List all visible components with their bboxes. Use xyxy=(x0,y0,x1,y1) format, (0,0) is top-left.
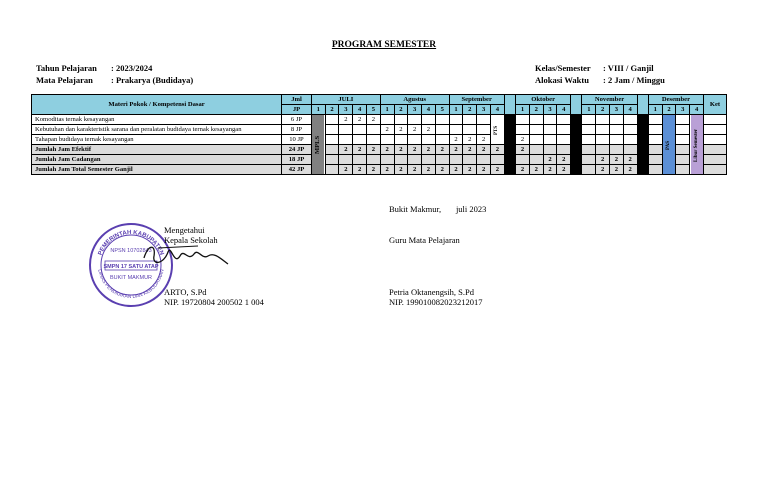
week-cell xyxy=(325,115,339,125)
week-cell: 2 xyxy=(339,165,353,175)
week-cell xyxy=(582,165,596,175)
mapel-label: Mata Pelajaran xyxy=(36,75,93,85)
week-november-3: 3 xyxy=(610,105,624,115)
kepala-sekolah-block xyxy=(164,287,264,307)
week-cell: 2 xyxy=(366,165,380,175)
week-cell xyxy=(435,155,449,165)
week-cell xyxy=(676,145,690,155)
week-cell xyxy=(516,125,530,135)
week-september-2: 2 xyxy=(463,105,477,115)
week-cell xyxy=(582,155,596,165)
kelas-value: : VIII / Ganjil xyxy=(603,63,654,73)
week-cell: 2 xyxy=(353,165,367,175)
week-cell xyxy=(648,135,662,145)
week-desember-1: 1 xyxy=(648,105,662,115)
week-cell xyxy=(408,155,422,165)
week-cell xyxy=(380,115,394,125)
week-cell: 2 xyxy=(623,165,637,175)
header-month-agustus: Agustus xyxy=(380,95,449,105)
week-cell xyxy=(529,155,543,165)
week-cell xyxy=(449,155,463,165)
page-title: PROGRAM SEMESTER xyxy=(331,40,437,50)
week-cell xyxy=(394,155,408,165)
week-agustus-2: 2 xyxy=(394,105,408,115)
week-cell xyxy=(325,155,339,165)
separator-cell xyxy=(571,115,582,175)
guru-name: Petria Oktanengsih, S.Pd xyxy=(389,287,474,297)
week-cell xyxy=(676,125,690,135)
week-desember-4: 4 xyxy=(690,105,704,115)
week-agustus-4: 4 xyxy=(422,105,436,115)
week-cell xyxy=(610,145,624,155)
week-cell: 2 xyxy=(490,165,504,175)
week-cell xyxy=(449,115,463,125)
kepala-sekolah-nip: NIP. 19720804 200502 1 004 xyxy=(164,297,264,307)
week-cell: 2 xyxy=(449,165,463,175)
week-cell: 2 xyxy=(623,155,637,165)
header-month-desember: Desember xyxy=(648,95,703,105)
week-cell: 2 xyxy=(408,125,422,135)
signature-left xyxy=(164,225,218,245)
week-cell xyxy=(529,115,543,125)
ket-cell xyxy=(703,165,726,175)
week-cell xyxy=(596,135,610,145)
guru-nip: NIP. 199010082023212017 xyxy=(389,297,483,307)
week-cell xyxy=(557,115,571,125)
table-row xyxy=(32,125,727,135)
ket-cell xyxy=(703,155,726,165)
separator-cell xyxy=(637,115,648,175)
stamp-outer-text: PEMERINTAH KABUPATEN xyxy=(97,229,165,257)
week-cell xyxy=(366,135,380,145)
week-cell: 2 xyxy=(596,155,610,165)
stamp-npsn: NPSN 10702843 xyxy=(110,248,152,254)
week-cell: 2 xyxy=(529,165,543,175)
week-cell xyxy=(463,155,477,165)
week-cell xyxy=(529,135,543,145)
tahun-value: : 2023/2024 xyxy=(111,63,153,73)
week-cell: 2 xyxy=(463,165,477,175)
week-cell xyxy=(339,125,353,135)
week-cell xyxy=(353,135,367,145)
separator-cell xyxy=(504,115,515,175)
week-cell xyxy=(516,115,530,125)
week-cell xyxy=(325,135,339,145)
week-cell: 2 xyxy=(490,145,504,155)
week-cell xyxy=(394,115,408,125)
week-cell xyxy=(557,145,571,155)
week-cell: 2 xyxy=(463,135,477,145)
week-juli-3: 3 xyxy=(339,105,353,115)
week-cell: 2 xyxy=(394,165,408,175)
ket-cell xyxy=(703,135,726,145)
week-cell xyxy=(339,135,353,145)
week-oktober-4: 4 xyxy=(557,105,571,115)
week-cell xyxy=(623,125,637,135)
week-cell xyxy=(422,115,436,125)
program-semester-table xyxy=(31,94,727,175)
header-month-oktober: Oktober xyxy=(516,95,571,105)
week-cell xyxy=(676,115,690,125)
week-cell: 2 xyxy=(435,145,449,155)
week-cell: 2 xyxy=(394,145,408,155)
week-agustus-5: 5 xyxy=(435,105,449,115)
week-cell: 2 xyxy=(339,145,353,155)
jp-cell: 18 JP xyxy=(282,155,312,165)
week-cell xyxy=(463,115,477,125)
week-cell xyxy=(380,155,394,165)
week-cell: 2 xyxy=(543,165,557,175)
materi-cell: Komoditas ternak kesayangan xyxy=(32,115,282,125)
week-cell xyxy=(582,145,596,155)
week-cell xyxy=(582,135,596,145)
header-ket: Ket xyxy=(703,95,726,115)
pas-cell: PAS xyxy=(662,115,676,175)
week-cell xyxy=(339,155,353,165)
stamp-place: BUKIT MAKMUR xyxy=(109,275,153,281)
jp-cell: 10 JP xyxy=(282,135,312,145)
alokasi-value: : 2 Jam / Minggu xyxy=(603,75,665,85)
week-cell xyxy=(610,125,624,135)
week-cell xyxy=(582,125,596,135)
materi-cell: Jumlah Jam Total Semester Ganjil xyxy=(32,165,282,175)
pts-cell: PTS xyxy=(490,115,504,145)
week-cell: 2 xyxy=(422,165,436,175)
alokasi-label: Alokasi Waktu xyxy=(535,75,589,85)
header-month-september: September xyxy=(449,95,504,105)
week-cell: 2 xyxy=(394,125,408,135)
materi-cell: Tahapan budidaya ternak kesayangan xyxy=(32,135,282,145)
week-cell xyxy=(610,135,624,145)
week-cell: 2 xyxy=(516,165,530,175)
week-cell xyxy=(676,155,690,165)
mengetahui-label: Mengetahui xyxy=(164,225,205,235)
week-cell xyxy=(422,135,436,145)
week-cell xyxy=(529,145,543,155)
week-cell xyxy=(353,155,367,165)
week-november-2: 2 xyxy=(596,105,610,115)
week-cell xyxy=(610,115,624,125)
week-cell xyxy=(648,145,662,155)
week-juli-4: 4 xyxy=(353,105,367,115)
week-cell xyxy=(463,125,477,135)
materi-cell: Jumlah Jam Efektif xyxy=(32,145,282,155)
week-cell xyxy=(325,125,339,135)
ket-cell xyxy=(703,115,726,125)
meta-right xyxy=(535,62,665,86)
jp-cell: 6 JP xyxy=(282,115,312,125)
week-oktober-1: 1 xyxy=(516,105,530,115)
week-cell: 2 xyxy=(408,145,422,155)
week-cell xyxy=(408,135,422,145)
week-cell xyxy=(477,125,491,135)
week-cell xyxy=(676,135,690,145)
week-cell: 2 xyxy=(557,155,571,165)
week-desember-2: 2 xyxy=(662,105,676,115)
week-juli-5: 5 xyxy=(366,105,380,115)
week-september-1: 1 xyxy=(449,105,463,115)
week-september-4: 4 xyxy=(490,105,504,115)
week-cell xyxy=(435,135,449,145)
week-cell xyxy=(623,135,637,145)
kepala-sekolah-label: Kepala Sekolah xyxy=(164,235,218,245)
week-november-4: 4 xyxy=(623,105,637,115)
week-cell xyxy=(557,125,571,135)
week-cell: 2 xyxy=(543,155,557,165)
week-oktober-3: 3 xyxy=(543,105,557,115)
week-cell xyxy=(353,125,367,135)
week-juli-1: 1 xyxy=(311,105,325,115)
week-cell xyxy=(529,125,543,135)
week-cell xyxy=(543,115,557,125)
week-cell xyxy=(490,155,504,165)
table-row xyxy=(32,145,727,155)
week-cell xyxy=(648,115,662,125)
week-cell xyxy=(648,155,662,165)
week-cell: 2 xyxy=(380,125,394,135)
week-cell xyxy=(477,115,491,125)
week-november-1: 1 xyxy=(582,105,596,115)
week-cell: 2 xyxy=(353,145,367,155)
table-row xyxy=(32,155,727,165)
week-cell: 2 xyxy=(380,145,394,155)
place-date: Bukit Makmur, juli 2023 xyxy=(389,204,487,214)
week-cell: 2 xyxy=(435,165,449,175)
table-row xyxy=(32,165,727,175)
week-cell xyxy=(394,135,408,145)
week-cell: 2 xyxy=(449,145,463,155)
meta-left xyxy=(36,62,193,86)
stamp-school: SMPN 17 SATU ATAP xyxy=(103,264,159,270)
week-cell: 2 xyxy=(463,145,477,155)
week-cell xyxy=(422,155,436,165)
week-cell xyxy=(325,165,339,175)
week-cell xyxy=(676,165,690,175)
separator-column xyxy=(571,95,582,115)
week-cell xyxy=(596,115,610,125)
week-cell xyxy=(582,115,596,125)
week-cell xyxy=(648,125,662,135)
header-jml: Jml xyxy=(282,95,312,105)
week-cell: 2 xyxy=(596,165,610,175)
week-cell xyxy=(435,125,449,135)
separator-column xyxy=(504,95,515,115)
libur-cell: Libur Semester xyxy=(690,115,704,175)
week-cell xyxy=(543,145,557,155)
week-juli-2: 2 xyxy=(325,105,339,115)
week-desember-3: 3 xyxy=(676,105,690,115)
table-row xyxy=(32,135,727,145)
ket-cell xyxy=(703,145,726,155)
week-cell: 2 xyxy=(516,145,530,155)
jp-cell: 24 JP xyxy=(282,145,312,155)
week-cell xyxy=(435,115,449,125)
header-materi: Materi Pokok / Kompetensi Dasar xyxy=(32,95,282,115)
week-cell xyxy=(516,155,530,165)
week-agustus-3: 3 xyxy=(408,105,422,115)
week-september-3: 3 xyxy=(477,105,491,115)
materi-cell: Jumlah Jam Cadangan xyxy=(32,155,282,165)
jp-cell: 8 JP xyxy=(282,125,312,135)
materi-cell: Kebutuhan dan karakteristik sarana dan peralatan budidaya ternak kesayangan xyxy=(32,125,282,135)
week-cell: 2 xyxy=(557,165,571,175)
week-cell: 2 xyxy=(366,145,380,155)
week-cell xyxy=(366,155,380,165)
guru-block xyxy=(389,287,483,307)
week-cell: 2 xyxy=(449,135,463,145)
svg-text:DINAS PENDIDIKAN DAN KEBUDAYAA xyxy=(96,268,165,300)
week-oktober-2: 2 xyxy=(529,105,543,115)
week-cell xyxy=(543,125,557,135)
header-jp: JP xyxy=(282,105,312,115)
week-cell xyxy=(408,115,422,125)
week-cell: 2 xyxy=(477,135,491,145)
jp-cell: 42 JP xyxy=(282,165,312,175)
week-cell: 2 xyxy=(422,145,436,155)
week-cell xyxy=(477,155,491,165)
mpls-cell: MPLS xyxy=(311,115,325,175)
kepala-sekolah-name: ARTO, S.Pd xyxy=(164,287,207,297)
guru-label: Guru Mata Pelajaran xyxy=(389,235,460,245)
week-cell xyxy=(648,165,662,175)
week-cell: 2 xyxy=(477,145,491,155)
week-cell: 2 xyxy=(610,165,624,175)
header-month-november: November xyxy=(582,95,637,105)
week-cell: 2 xyxy=(353,115,367,125)
week-cell: 2 xyxy=(477,165,491,175)
week-cell xyxy=(543,135,557,145)
week-cell xyxy=(449,125,463,135)
week-cell: 2 xyxy=(366,115,380,125)
tahun-label: Tahun Pelajaran xyxy=(36,63,97,73)
table-row xyxy=(32,115,727,125)
week-cell xyxy=(623,145,637,155)
mapel-value: : Prakarya (Budidaya) xyxy=(111,75,194,85)
week-cell xyxy=(623,115,637,125)
week-cell: 2 xyxy=(516,135,530,145)
week-agustus-1: 1 xyxy=(380,105,394,115)
week-cell xyxy=(596,125,610,135)
week-cell: 2 xyxy=(422,125,436,135)
week-cell: 2 xyxy=(408,165,422,175)
kelas-label: Kelas/Semester xyxy=(535,63,591,73)
week-cell xyxy=(596,145,610,155)
week-cell xyxy=(380,135,394,145)
week-cell xyxy=(325,145,339,155)
week-cell xyxy=(557,135,571,145)
week-cell: 2 xyxy=(610,155,624,165)
week-cell xyxy=(366,125,380,135)
week-cell: 2 xyxy=(339,115,353,125)
separator-column xyxy=(637,95,648,115)
ket-cell xyxy=(703,125,726,135)
week-cell: 2 xyxy=(380,165,394,175)
stamp-dinas-text: DINAS PENDIDIKAN DAN KEBUDAYAAN xyxy=(96,268,166,301)
header-month-juli: JULI xyxy=(311,95,380,105)
